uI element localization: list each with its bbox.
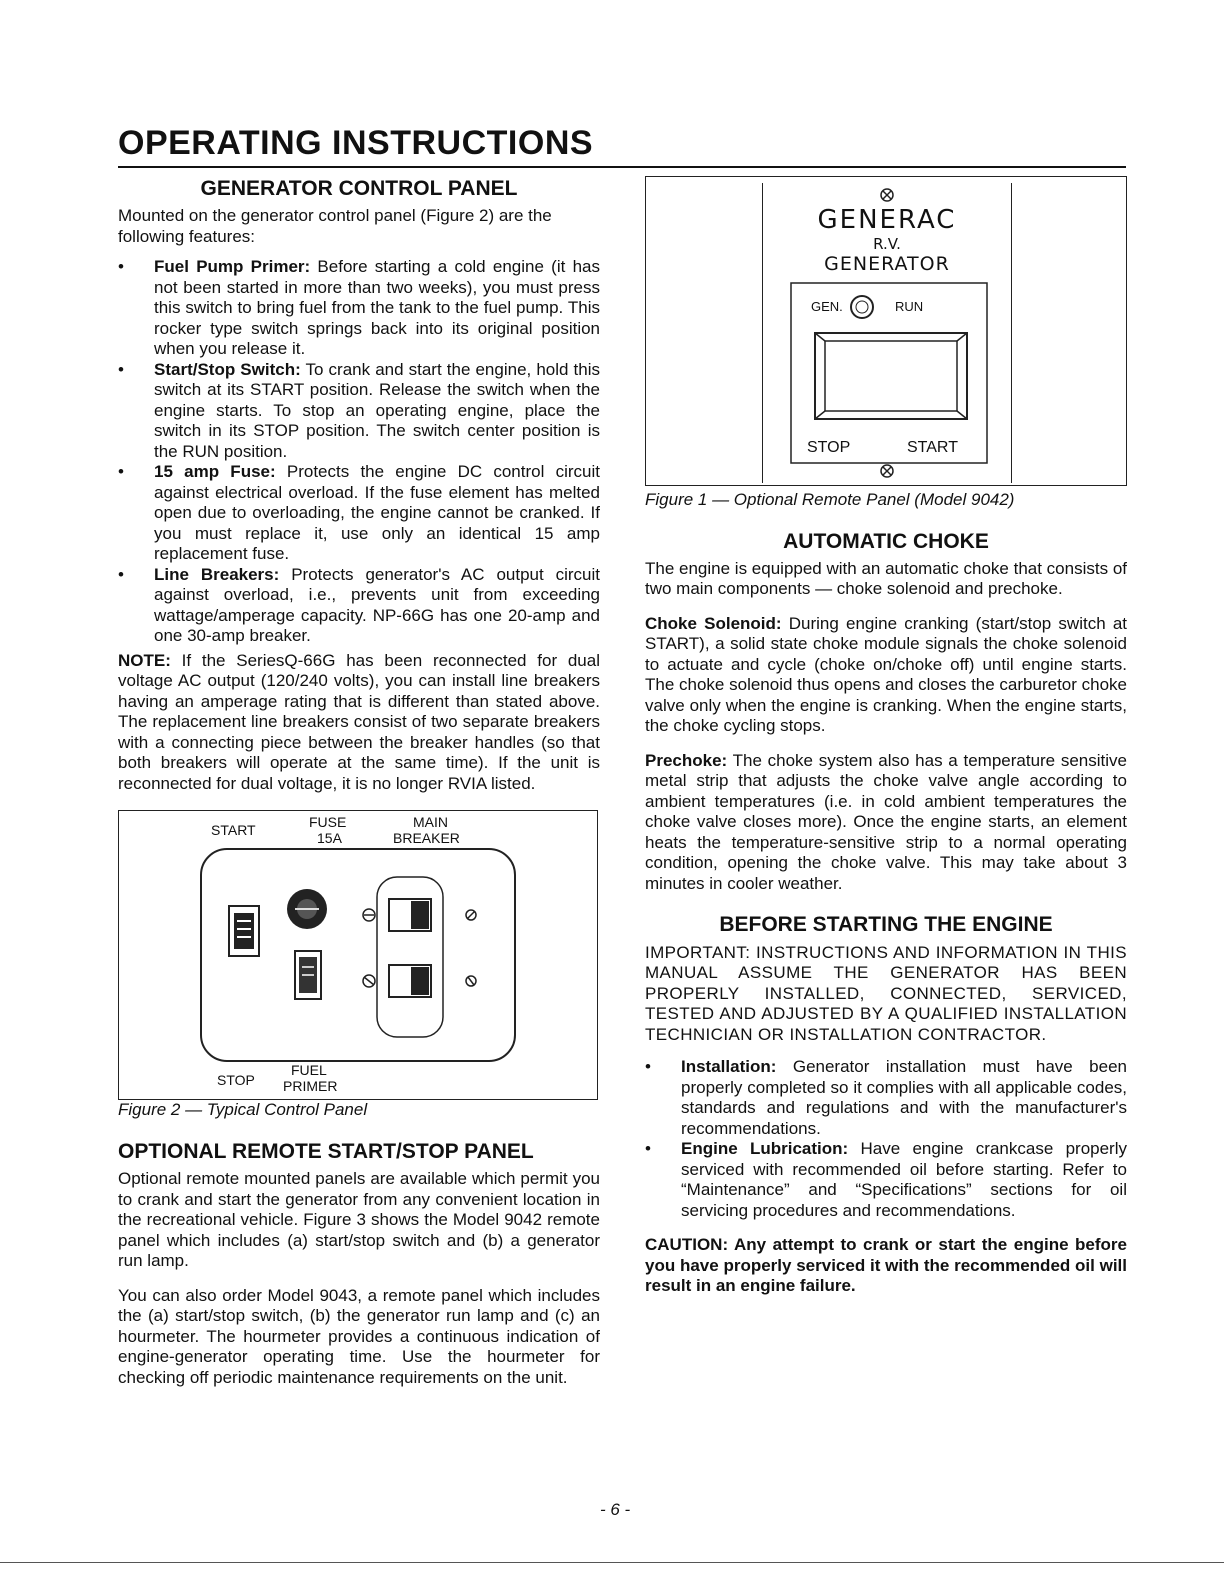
remote-panel-paragraph-1: Optional remote mounted panels are available which permit you to crank and start the generator from any convenient location in the recreational vehicle. Figure 3 shows the Model 9042 remote panel which includes (a) start/stop switch and (b) a generator run lamp. [118, 1169, 600, 1270]
prechoke-paragraph [645, 751, 1127, 895]
note-label: NOTE: [118, 650, 171, 670]
item-label: Start/Stop Switch: [154, 359, 301, 379]
caution-notice: CAUTION: Any attempt to crank or start the engine before you have properly serviced it with the recommended oil will result in an engine failure. [645, 1235, 1127, 1295]
run-lamp-icon [851, 296, 873, 318]
item-text: To crank and start the engine, hold this switch at its START position. Release the switch when the engine starts. To stop an operating engine, place the switch in its STOP position. The switch center position is the RUN position. [154, 359, 600, 461]
item-text: Generator installation must have been properly completed so it complies with all applicable codes, standards and regulations and with the manufacturer's recommendations. [681, 1057, 1127, 1138]
brand-generator: GENERATOR [824, 253, 950, 275]
bullet-icon: • [118, 257, 124, 277]
start-stop-switch-icon [229, 906, 259, 956]
footer-rule [0, 1562, 1224, 1563]
item-label: Engine Lubrication: [681, 1139, 849, 1158]
item-label: Line Breakers: [154, 564, 280, 584]
fig2-label-start: START [211, 822, 256, 839]
bullet-icon: • [645, 1057, 651, 1076]
fig2-label-primer: PRIMER [283, 1078, 338, 1095]
left-column [118, 176, 600, 1388]
fig2-label-fuse: FUSE [309, 814, 347, 831]
item-text: Protects generator's AC output circuit against overload, i.e., prevents unit from exceeding wattage/amperage capacity. NP-66G has one 20-amp and one 30-amp breaker. [154, 564, 600, 646]
mounting-screw-icon [881, 465, 893, 477]
choke-solenoid-text: During engine cranking (start/stop switch at START), a solid state choke module signals the choke solenoid to actuate and cycle (choke on/choke off) until engine starts. The choke solenoid thus opens and closes the carburetor choke valve only when the engine is cranking. When the engine starts, the choke cycling stops. [645, 613, 1127, 736]
item-label: 15 amp Fuse: [154, 462, 276, 482]
list-item [118, 360, 600, 463]
prechoke-label: Prechoke: [645, 750, 728, 770]
automatic-choke-intro: The engine is equipped with an automatic choke that consists of two main components — choke solenoid and prechoke. [645, 558, 1127, 599]
important-notice: IMPORTANT: INSTRUCTIONS AND INFORMATION IN THIS MANUAL ASSUME THE GENERATOR HAS BEEN PROPERLY INSTALLED, CONNECTED, SERVICED, TESTED AND ADJUSTED BY A QUALIFIED INSTALLATION TECHNICIAN OR INSTALLATION CONTRACTOR. [645, 942, 1127, 1044]
control-panel-heading: GENERATOR CONTROL PANEL [200, 177, 518, 200]
stop-label: STOP [807, 439, 851, 456]
fig2-label-main: MAIN [413, 814, 448, 831]
mounting-screw-icon [881, 189, 893, 201]
fuse-holder-icon [287, 889, 327, 929]
item-label: Installation: [681, 1057, 777, 1076]
figure-2-caption: Figure 2 — Typical Control Panel [118, 1100, 368, 1120]
remote-panel-plate [762, 183, 1012, 483]
bullet-icon: • [118, 564, 124, 584]
brand-logo: GENERAC [817, 205, 957, 235]
control-panel-drawing [119, 811, 599, 1101]
fig2-label-fuel: FUEL [291, 1062, 327, 1079]
note-text: If the SeriesQ-66G has been reconnected for dual voltage AC output (120/240 volts), you can install line breakers having an amperage rating that is different than stated above. The replacement line breakers consist of two separate breakers with a connecting piece between the breaker handles (so that both breakers will operate at the same time). If the unit is reconnected for dual voltage, it is no longer RVIA listed. [118, 650, 600, 793]
item-text: Protects the engine DC control circuit against electrical overload. If the fuse element has melted open due to overloading, the engine cannot be cranked. If you must replace it, use only an identical 15 amp replacement fuse. [154, 462, 600, 564]
fuel-primer-switch-icon [295, 951, 321, 999]
before-starting-list [645, 1057, 1127, 1221]
fig2-label-breaker: BREAKER [393, 830, 460, 847]
fig2-label-stop: STOP [217, 1072, 255, 1089]
note-paragraph [118, 651, 600, 795]
remote-panel-heading: OPTIONAL REMOTE START/STOP PANEL [118, 1139, 534, 1163]
before-starting-heading: BEFORE STARTING THE ENGINE [719, 913, 1053, 937]
bullet-icon: • [645, 1139, 651, 1158]
bullet-icon: • [118, 359, 124, 379]
choke-solenoid-label: Choke Solenoid: [645, 613, 782, 633]
figure-1-remote-panel [645, 176, 1127, 486]
right-column [645, 490, 1127, 1297]
choke-solenoid-paragraph [645, 614, 1127, 737]
run-label: RUN [895, 299, 924, 314]
figure-1-caption: Figure 1 — Optional Remote Panel (Model 9042) [645, 490, 1015, 509]
figure-2-control-panel [118, 810, 598, 1100]
fig2-label-fuse-amp: 15A [317, 830, 342, 847]
item-text: Before starting a cold engine (it has not been started in more than two weeks), you must press this switch to bring fuel from the tank to the fuel pump. This rocker type switch springs back into its original position when you release it. [154, 257, 600, 359]
control-panel-intro: Mounted on the generator control panel (Figure 2) are the following features: [118, 206, 552, 246]
brand-rv: R.V. [873, 235, 901, 253]
main-breaker-icon [363, 877, 443, 1037]
list-item [118, 257, 600, 360]
page-title: OPERATING INSTRUCTIONS [118, 124, 594, 162]
item-text: Have engine crankcase properly serviced with recommended oil before starting. Refer to “Maintenance” and “Specifications” sections for oil servicing procedures and recommendations. [681, 1139, 1128, 1220]
mounting-screw-icon [466, 910, 476, 986]
control-panel-features [118, 257, 600, 647]
list-item [645, 1057, 1127, 1139]
bullet-icon: • [118, 462, 124, 482]
list-item [645, 1139, 1127, 1221]
remote-panel-paragraph-2: You can also order Model 9043, a remote panel which includes the (a) start/stop switch, (b) the generator run lamp and (c) an hourmeter. The hourmeter provides a continuous indication of engine-generator operating time. Use the hourmeter for checking off periodic maintenance requirements on the unit. [118, 1285, 600, 1387]
list-item [118, 462, 600, 565]
title-rule [118, 166, 1126, 168]
prechoke-text: The choke system also has a temperature sensitive metal strip that adjusts the choke valve angle according to ambient temperatures (i.e. in cold ambient temperatures the choke valve closes more). Once the engine starts, an element heats the temperature-sensitive strip to a normal operating condition, opening the choke valve. This may take about 3 minutes in cooler weather. [645, 750, 1127, 893]
start-stop-rocker-icon [815, 333, 967, 419]
automatic-choke-heading: AUTOMATIC CHOKE [783, 529, 989, 553]
list-item [118, 565, 600, 647]
start-label: START [907, 439, 958, 456]
item-label: Fuel Pump Primer: [154, 257, 311, 277]
page-number: - 6 - [600, 1500, 631, 1519]
gen-label: GEN. [811, 299, 843, 314]
